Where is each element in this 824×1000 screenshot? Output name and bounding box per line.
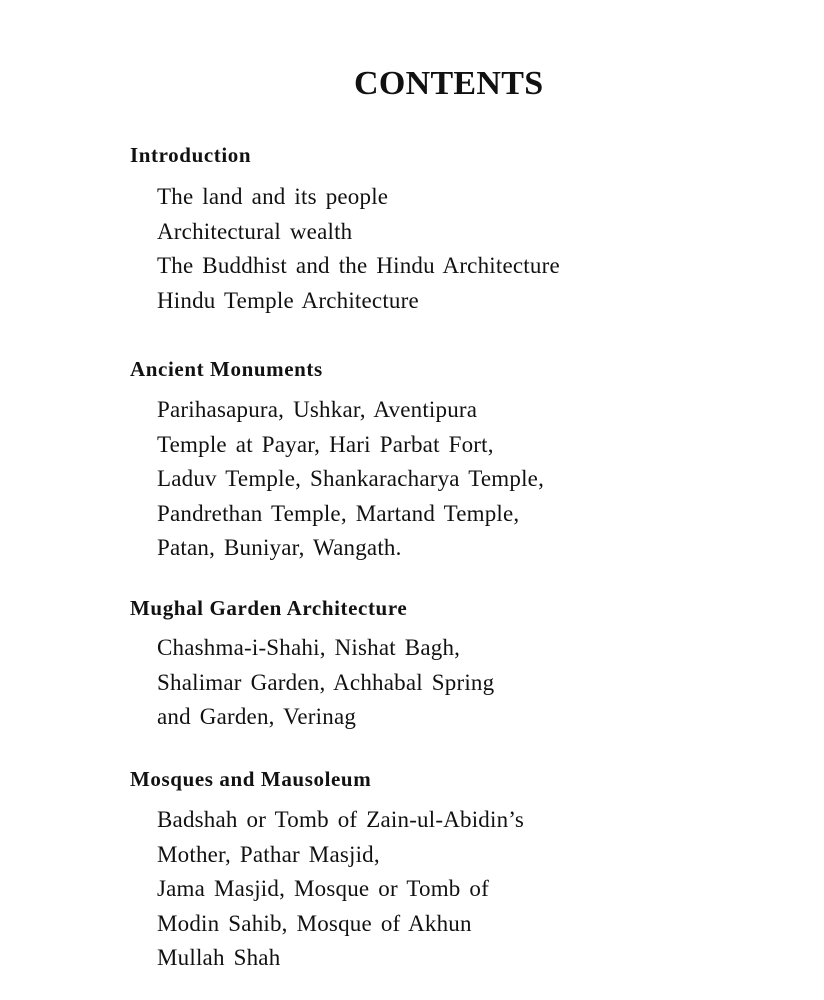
contents-entry: Modin Sahib, Mosque of Akhun — [157, 910, 472, 936]
contents-entry: Hindu Temple Architecture — [157, 287, 419, 313]
contents-entry: Shalimar Garden, Achhabal Spring — [157, 669, 495, 695]
section-heading: Mosques and Mausoleum — [130, 767, 372, 791]
page-title: CONTENTS — [354, 65, 544, 102]
section-mosques-and-mausoleum — [130, 765, 524, 976]
contents-entry: Mother, Pathar Masjid, — [157, 841, 380, 867]
section-introduction — [130, 141, 560, 318]
contents-entry: Temple at Payar, Hari Parbat Fort, — [157, 431, 494, 457]
contents-entry: and Garden, Verinag — [157, 704, 357, 729]
contents-entry: Parihasapura, Ushkar, Aventipura — [157, 397, 478, 422]
contents-entry: Jama Masjid, Mosque or Tomb of — [157, 876, 489, 901]
section-entries — [130, 180, 560, 318]
section-ancient-monuments — [130, 355, 544, 566]
section-heading: Introduction — [130, 143, 252, 167]
contents-entry: Architectural wealth — [157, 218, 353, 244]
section-heading: Mughal Garden Architecture — [130, 596, 408, 620]
contents-entry: The land and its people — [157, 184, 389, 209]
section-entries — [130, 393, 544, 566]
section-entries — [130, 631, 494, 735]
section-entries — [130, 803, 524, 976]
contents-entry: Patan, Buniyar, Wangath. — [157, 535, 402, 560]
section-mughal-garden-architecture — [130, 594, 494, 735]
contents-entry: The Buddhist and the Hindu Architecture — [157, 253, 560, 278]
contents-entry: Mullah Shah — [157, 945, 281, 970]
contents-entry: Badshah or Tomb of Zain-ul-Abidin’s — [157, 807, 525, 832]
contents-entry: Chashma-i-Shahi, Nishat Bagh, — [157, 635, 461, 660]
contents-entry: Laduv Temple, Shankaracharya Temple, — [157, 466, 545, 491]
contents-entry: Pandrethan Temple, Martand Temple, — [157, 500, 520, 526]
section-heading: Ancient Monuments — [130, 357, 323, 381]
